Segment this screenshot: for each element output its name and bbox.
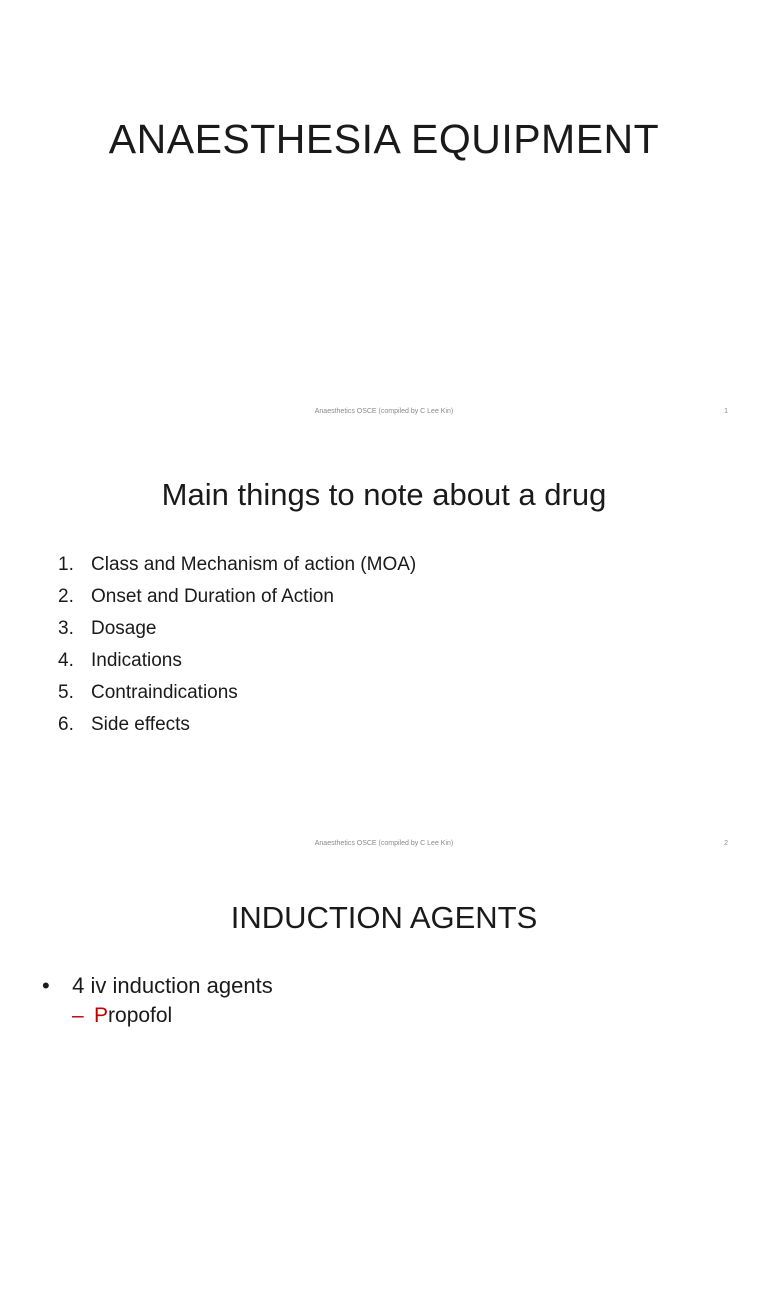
list-item-text: Indications (91, 650, 182, 671)
slide-footer: Anaesthetics OSCE (compiled by C Lee Kin) (314, 840, 454, 847)
bullet-list (42, 971, 273, 1031)
list-number: 1. (58, 554, 74, 575)
sub-item-first-letter: P (94, 1004, 109, 1027)
list-item (58, 677, 416, 709)
list-item-text: Class and Mechanism of action (MOA) (91, 554, 417, 575)
list-item (58, 581, 416, 613)
slide-2 (0, 432, 768, 864)
list-item-text: Dosage (91, 618, 157, 639)
sub-list-item (72, 1001, 273, 1031)
slide-title: ANAESTHESIA EQUIPMENT (108, 116, 660, 162)
sub-item-text: ropofol (108, 1004, 173, 1027)
list-item (58, 613, 416, 645)
list-number: 4. (58, 650, 74, 671)
slide-title: INDUCTION AGENTS (230, 900, 538, 935)
bullet-icon: • (42, 973, 50, 998)
list-number: 5. (58, 682, 74, 703)
page-number: 2 (724, 840, 728, 847)
list-number: 3. (58, 618, 74, 639)
slide-footer: Anaesthetics OSCE (compiled by C Lee Kin) (314, 408, 454, 415)
page-number: 1 (724, 408, 728, 415)
numbered-list (58, 549, 416, 741)
list-item (58, 549, 416, 581)
slide-3 (0, 864, 768, 1296)
sub-list (42, 1001, 273, 1031)
bullet-item (42, 971, 273, 1031)
slide-title: Main things to note about a drug (161, 477, 607, 512)
list-item-text: Side effects (91, 714, 190, 735)
dash-icon: – (72, 1004, 84, 1027)
list-item-text: Onset and Duration of Action (91, 586, 334, 607)
slide-1 (0, 0, 768, 432)
bullet-text: 4 iv induction agents (72, 973, 273, 998)
list-number: 6. (58, 714, 74, 735)
list-item (58, 709, 416, 741)
list-item-text: Contraindications (91, 682, 238, 703)
list-item (58, 645, 416, 677)
list-number: 2. (58, 586, 74, 607)
